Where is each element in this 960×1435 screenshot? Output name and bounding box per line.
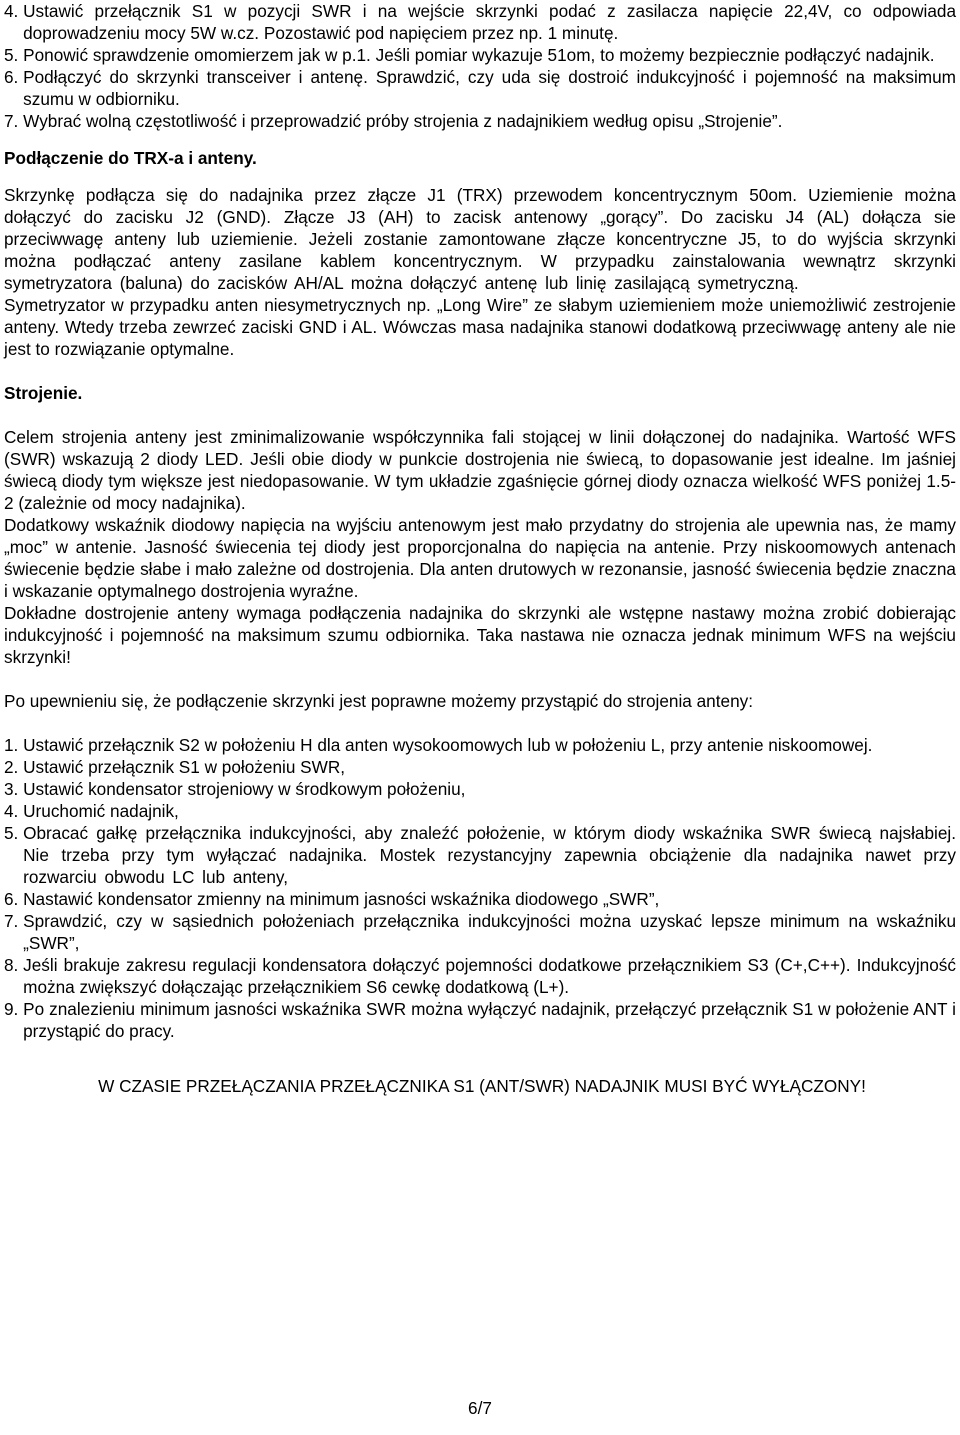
step-text: Ustawić przełącznik S1 w położeniu SWR,	[23, 757, 346, 777]
tuning-step	[4, 954, 956, 998]
paragraph: Dodatkowy wskaźnik diodowy napięcia na wyjściu antenowym jest mało przydatny do strojenia ale upewnia nas, że mamy „moc” w antenie. Jasność świecenia tej diody jest proporcjonalna do napięcia na antenie. Przy niskoomowych antenach świecenie będzie słabe i mało zależne od dostrojenia. Dla anten drutowych w rezonansie, jasność świecenia będzie znaczna i wskazanie optymalnego dostrojenia wyraźne.	[4, 515, 956, 601]
step-text: Po znalezieniu minimum jasności wskaźnika SWR można wyłączyć nadajnik, przełączyć przełącznik S1 w położenie ANT i przystąpić do pracy.	[23, 999, 956, 1041]
lead-text: Po upewnieniu się, że podłączenie skrzynki jest poprawne możemy przystąpić do strojenia anteny:	[4, 691, 753, 711]
paragraph: Skrzynkę podłącza się do nadajnika przez złącze J1 (TRX) przewodem koncentrycznym 50om. Uziemienie można dołączyć do zacisku J2 (GND). Złącze J3 (AH) to zacisk antenowy „gorący”. Do zacisku J4 (AL) dołącza sie przeciwwagę anteny lub uziemienie. Jeżeli zostanie zamontowane złącze koncentryczne J5, to do wyjścia skrzynki można podłączać anteny zasilane kablem koncentrycznym. W przypadku zainstalowania wewnątrz skrzynki symetryzatora (baluna) do zacisków AH/AL można dołączyć antenę lub linię zasilającą symetryczną.	[4, 185, 956, 293]
step-number: 7.	[4, 911, 19, 931]
tuning-step	[4, 778, 956, 800]
step-number: 9.	[4, 999, 19, 1019]
step-number: 5.	[4, 45, 19, 65]
tuning-step	[4, 756, 956, 778]
section-heading: Podłączenie do TRX-a i anteny.	[4, 148, 257, 168]
tuning-step	[4, 910, 956, 954]
step-text: Nastawić kondensator zmienny na minimum jasności wskaźnika diodowego „SWR”,	[23, 889, 660, 909]
intro-step	[4, 66, 956, 110]
paragraph: Symetryzator w przypadku anten niesymetrycznych np. „Long Wire” ze słabym uziemieniem może uniemożliwić zestrojenie anteny. Wtedy trzeba zewrzeć zaciski GND i AL. Wówczas masa nadajnika stanowi dodatkową przeciwwagę anteny ale nie jest to rozwiązanie optymalne.	[4, 295, 956, 359]
tuning-step	[4, 888, 956, 910]
paragraph: Dokładne dostrojenie anteny wymaga podłączenia nadajnika do skrzynki ale wstępne nastawy można zrobić dobierając indukcyjność i pojemność na maksimum szumu odbiornika. Taka nastawa nie oznacza jednak minimum WFS na wejściu skrzynki!	[4, 603, 956, 667]
step-text: Wybrać wolną częstotliwość i przeprowadzić próby strojenia z nadajnikiem według opisu „Strojenie”.	[23, 111, 783, 131]
intro-step	[4, 44, 956, 66]
step-text: Uruchomić nadajnik,	[23, 801, 179, 821]
warning-text: W CZASIE PRZEŁĄCZANIA PRZEŁĄCZNIKA S1 (ANT/SWR) NADAJNIK MUSI BYĆ WYŁĄCZONY!	[98, 1076, 866, 1096]
intro-step	[4, 0, 956, 44]
step-text: Ponowić sprawdzenie omomierzem jak w p.1. Jeśli pomiar wykazuje 51om, to możemy bezpiecznie podłączyć nadajnik.	[23, 45, 935, 65]
section-heading: Strojenie.	[4, 383, 83, 403]
page-content	[4, 0, 956, 1097]
step-number: 6.	[4, 67, 19, 87]
step-text: Jeśli brakuje zakresu regulacji kondensatora dołączyć pojemności dodatkowe przełącznikiem S3 (C+,C++). Indukcyjność można zwiększyć dołączając przełącznikiem S6 cewkę dodatkową (L+).	[23, 955, 956, 997]
tuning-step	[4, 734, 956, 756]
step-number: 5.	[4, 823, 19, 843]
step-number: 2.	[4, 757, 19, 777]
step-number: 3.	[4, 779, 19, 799]
tuning-step	[4, 800, 956, 822]
intro-step	[4, 110, 956, 132]
step-text: Ustawić przełącznik S1 w pozycji SWR i na wejście skrzynki podać z zasilacza napięcie 22,4V, co odpowiada doprowadzeniu mocy 5W w.cz. Pozostawić pod napięciem przez np. 1 minutę.	[23, 1, 956, 43]
step-number: 4.	[4, 801, 19, 821]
tuning-step	[4, 822, 956, 888]
page-number: 6/7	[468, 1398, 492, 1418]
step-text: Podłączyć do skrzynki transceiver i antenę. Sprawdzić, czy uda się dostroić indukcyjność i pojemność na maksimum szumu w odbiorniku.	[23, 67, 956, 109]
tuning-step	[4, 998, 956, 1042]
step-text: Ustawić przełącznik S2 w położeniu H dla anten wysokoomowych lub w położeniu L, przy antenie niskoomowej.	[23, 735, 873, 755]
step-text: Obracać gałkę przełącznika indukcyjności, aby znaleźć położenie, w którym diody wskaźnika SWR świecą najsłabiej. Nie trzeba przy tym wyłączać nadajnika. Mostek rezystancyjny zapewnia obciążenie dla nadajnika nawet przy rozwarciu obwodu LC lub anteny,	[23, 823, 956, 887]
step-number: 8.	[4, 955, 19, 975]
step-text: Ustawić kondensator strojeniowy w środkowym położeniu,	[23, 779, 466, 799]
step-number: 7.	[4, 111, 19, 131]
step-number: 1.	[4, 735, 19, 755]
step-text: Sprawdzić, czy w sąsiednich położeniach przełącznika indukcyjności można uzyskać lepsze minimum na wskaźniku „SWR”,	[23, 911, 956, 953]
paragraph: Celem strojenia anteny jest zminimalizowanie współczynnika fali stojącej w linii dołączonej do nadajnika. Wartość WFS (SWR) wskazują 2 diody LED. Jeśli obie diody w punkcie dostrojenia nie świecą, to dopasowanie jest idealne. Im jaśniej świecą diody tym większe jest niedopasowanie. W tym układzie zgaśnięcie górnej diody oznacza wielkość WFS poniżej 1.5-2 (zależnie od mocy nadajnika).	[4, 427, 956, 513]
step-number: 4.	[4, 1, 19, 21]
step-number: 6.	[4, 889, 19, 909]
